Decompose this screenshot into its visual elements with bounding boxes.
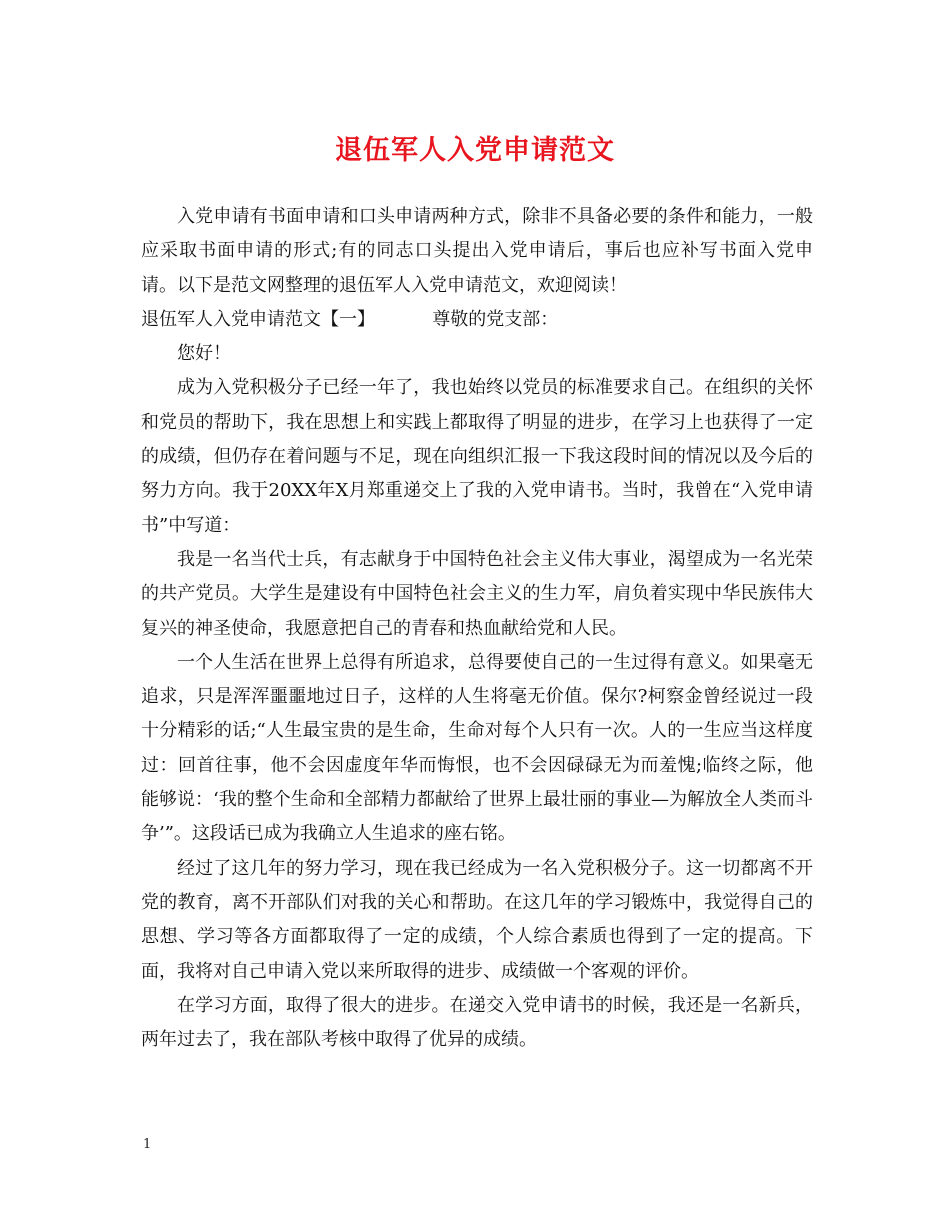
page-number: 1 [143,1137,152,1152]
document-body [141,200,813,1057]
document-title: 退伍军人入党申请范文 [335,135,615,166]
body-paragraph: 我是一名当代士兵，有志献身于中国特色社会主义伟大事业，渴望成为一名光荣的共产党员。大学生是建设有中国特色社会主义的生力军，肩负着实现中华民族伟大复兴的神圣使命，我愿意把自己的青春和热血献给党和人民。 [141,548,813,639]
greeting-paragraph: 您好！ [177,343,231,365]
section-heading: 退伍军人入党申请范文【一】 尊敬的党支部： [141,308,559,330]
intro-paragraph: 入党申请有书面申请和口头申请两种方式，除非不具备必要的条件和能力，一般应采取书面申请的形式;有的同志口头提出入党申请后，事后也应补写书面入党申请。以下是范文网整理的退伍军人入党申请范文，欢迎阅读！ [141,206,813,296]
body-paragraph: 成为入党积极分子已经一年了，我也始终以党员的标准要求自己。在组织的关怀和党员的帮助下，我在思想上和实践上都取得了明显的进步，在学习上也获得了一定的成绩，但仍存在着问题与不足，现在向组织汇报一下我这段时间的情况以及今后的努力方向。我于20XX年X月郑重递交上了我的入党申请书。当时，我曾在“入党申请书”中写道： [141,377,813,536]
body-paragraph: 一个人生活在世界上总得有所追求，总得要使自己的一生过得有意义。如果毫无追求，只是浑浑噩噩地过日子，这样的人生将毫无价值。保尔?柯察金曾经说过一段十分精彩的话;“人生最宝贵的是生命，生命对每个人只有一次。人的一生应当这样度过：回首往事，他不会因虚度年华而悔恨，也不会因碌碌无为而羞愧;临终之际，他能够说：‘我的整个生命和全部精力都献给了世界上最壮丽的事业—为解放全人类而斗争’”。这段话已成为我确立人生追求的座右铭。 [141,651,813,845]
body-paragraph: 经过了这几年的努力学习，现在我已经成为一名入党积极分子。这一切都离不开党的教育，离不开部队们对我的关心和帮助。在这几年的学习锻炼中，我觉得自己的思想、学习等各方面都取得了一定的成绩，个人综合素质也得到了一定的提高。下面，我将对自己申请入党以来所取得的进步、成绩做一个客观的评价。 [141,857,813,982]
body-paragraph: 在学习方面，取得了很大的进步。在递交入党申请书的时候，我还是一名新兵，两年过去了，我在部队考核中取得了优异的成绩。 [141,994,813,1051]
